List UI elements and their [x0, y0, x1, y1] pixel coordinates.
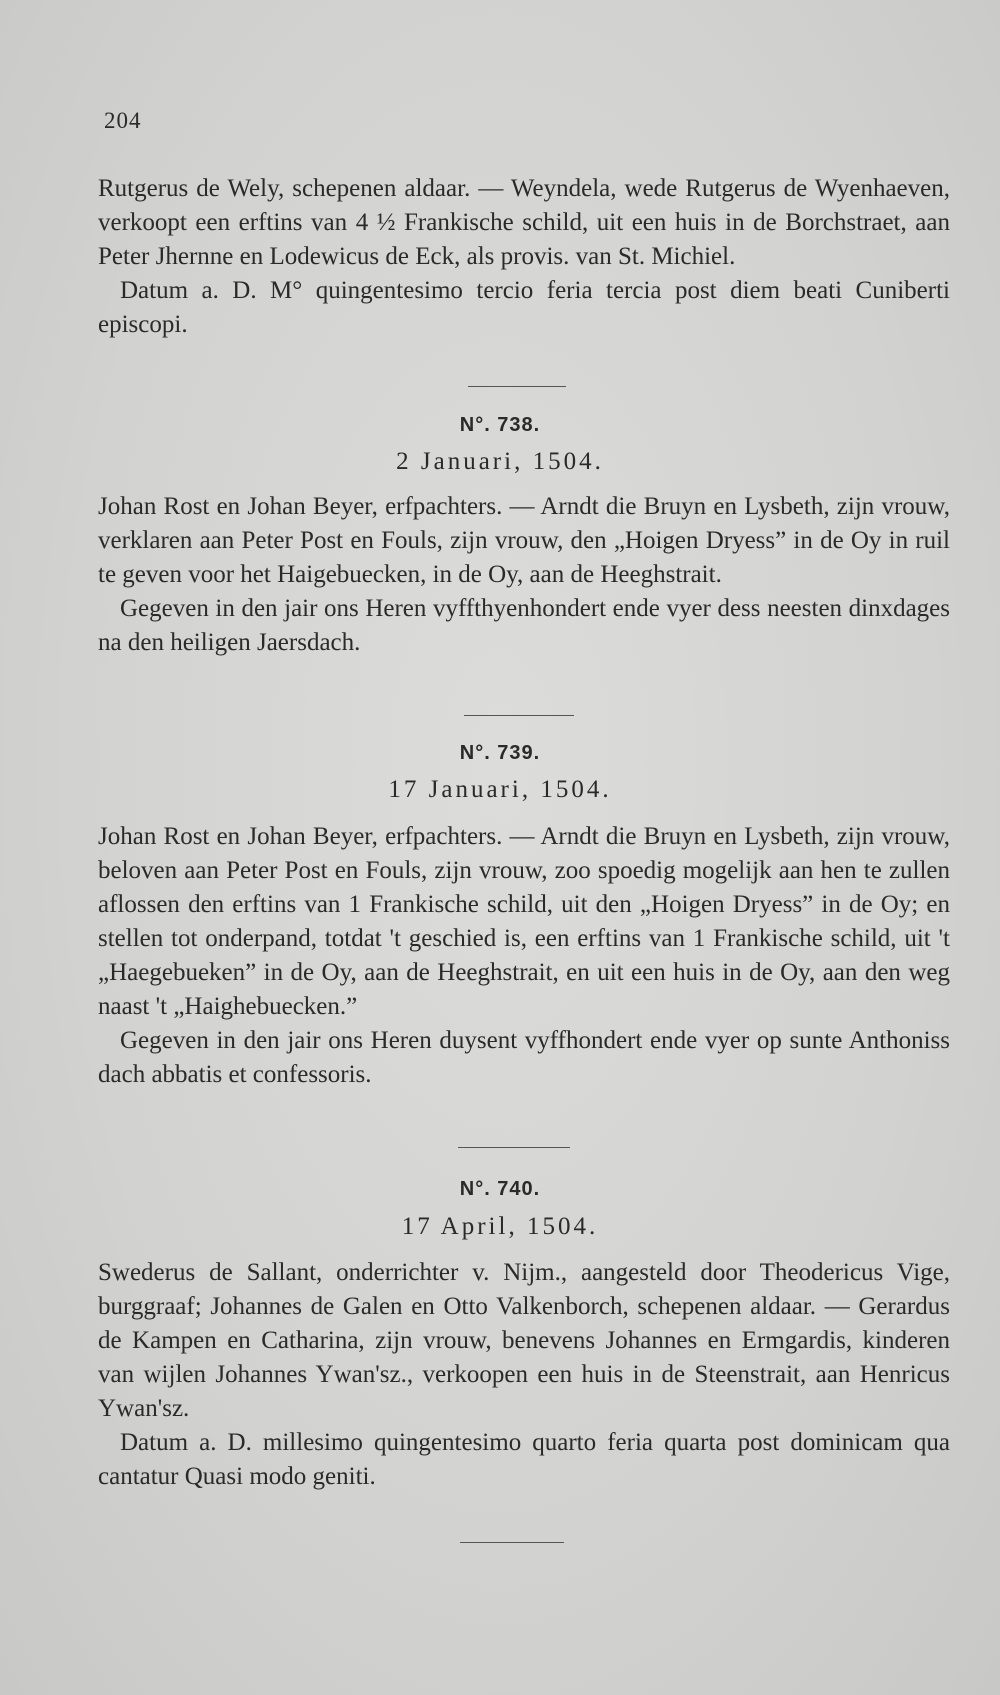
entry-739-paragraph-2: Gegeven in den jair ons Heren duysent vyffhondert ende vyer op sunte Anthoniss dach abbatis et confessoris. — [98, 1027, 950, 1088]
entry-738-date: 2 Januari, 1504. — [396, 448, 604, 475]
section-divider — [468, 386, 566, 387]
section-divider — [458, 1147, 570, 1148]
intro-text — [98, 172, 950, 342]
entry-740-paragraph-2: Datum a. D. millesimo quingentesimo quarto feria quarta post dominicam qua cantatur Quasi modo geniti. — [98, 1429, 950, 1490]
entry-739-number: N°. 739. — [459, 742, 541, 764]
entry-739-date: 17 Januari, 1504. — [388, 776, 612, 803]
entry-738-number: N°. 738. — [459, 414, 541, 436]
entry-740-paragraph-1: Swederus de Sallant, onderrichter v. Nijm., aangesteld door Theodericus Vige, burggraaf; Johannes de Galen en Otto Valkenborch, schepenen aldaar. — Gerardus de Kampen en Catharina, zijn vrouw, benevens Johannes en Ermgardis, kinderen van wijlen Johannes Ywan'sz., verkoopen een huis in de Steenstrait, aan Henricus Ywan'sz. — [98, 1259, 950, 1422]
intro-paragraph-2: Datum a. D. M° quingentesimo tercio feria tercia post diem beati Cuniberti episcopi. — [98, 277, 950, 338]
entry-738-paragraph-1: Johan Rost en Johan Beyer, erfpachters. — Arndt die Bruyn en Lysbeth, zijn vrouw, verklaren aan Peter Post en Fouls, zijn vrouw, den „Hoigen Dryess” in de Oy in ruil te geven voor het Haigebuecken, in de Oy, aan de Heeghstrait. — [98, 493, 950, 588]
entry-740-date: 17 April, 1504. — [401, 1213, 599, 1240]
page-number: 204 — [104, 108, 142, 133]
section-divider — [460, 1542, 564, 1543]
section-divider — [464, 715, 574, 716]
entry-739-text — [98, 820, 950, 1092]
entry-739-paragraph-1: Johan Rost en Johan Beyer, erfpachters. — Arndt die Bruyn en Lysbeth, zijn vrouw, beloven aan Peter Post en Fouls, zijn vrouw, zoo spoedig mogelijk aan hen te zullen aflossen den erftins van 1 Frankische schild, uit den „Hoigen Dryess” in de Oy; en stellen tot onderpand, totdat 't geschied is, een erftins van 1 Frankische schild, uit 't „Haegebueken” in de Oy, aan de Heeghstrait, en uit een huis in de Oy, aan den weg naast 't „Haighebuecken.” — [98, 823, 950, 1020]
entry-740-number: N°. 740. — [459, 1178, 541, 1200]
entry-738-paragraph-2: Gegeven in den jair ons Heren vyffthyenhondert ende vyer dess neesten dinxdages na den heiligen Jaersdach. — [98, 595, 950, 656]
intro-paragraph-1: Rutgerus de Wely, schepenen aldaar. — Weyndela, wede Rutgerus de Wyenhaeven, verkoopt een erftins van 4 ½ Frankische schild, uit een huis in de Borchstraet, aan Peter Jhernne en Lodewicus de Eck, als provis. van St. Michiel. — [98, 175, 950, 270]
entry-740-text — [98, 1256, 950, 1494]
entry-738-text — [98, 490, 950, 660]
